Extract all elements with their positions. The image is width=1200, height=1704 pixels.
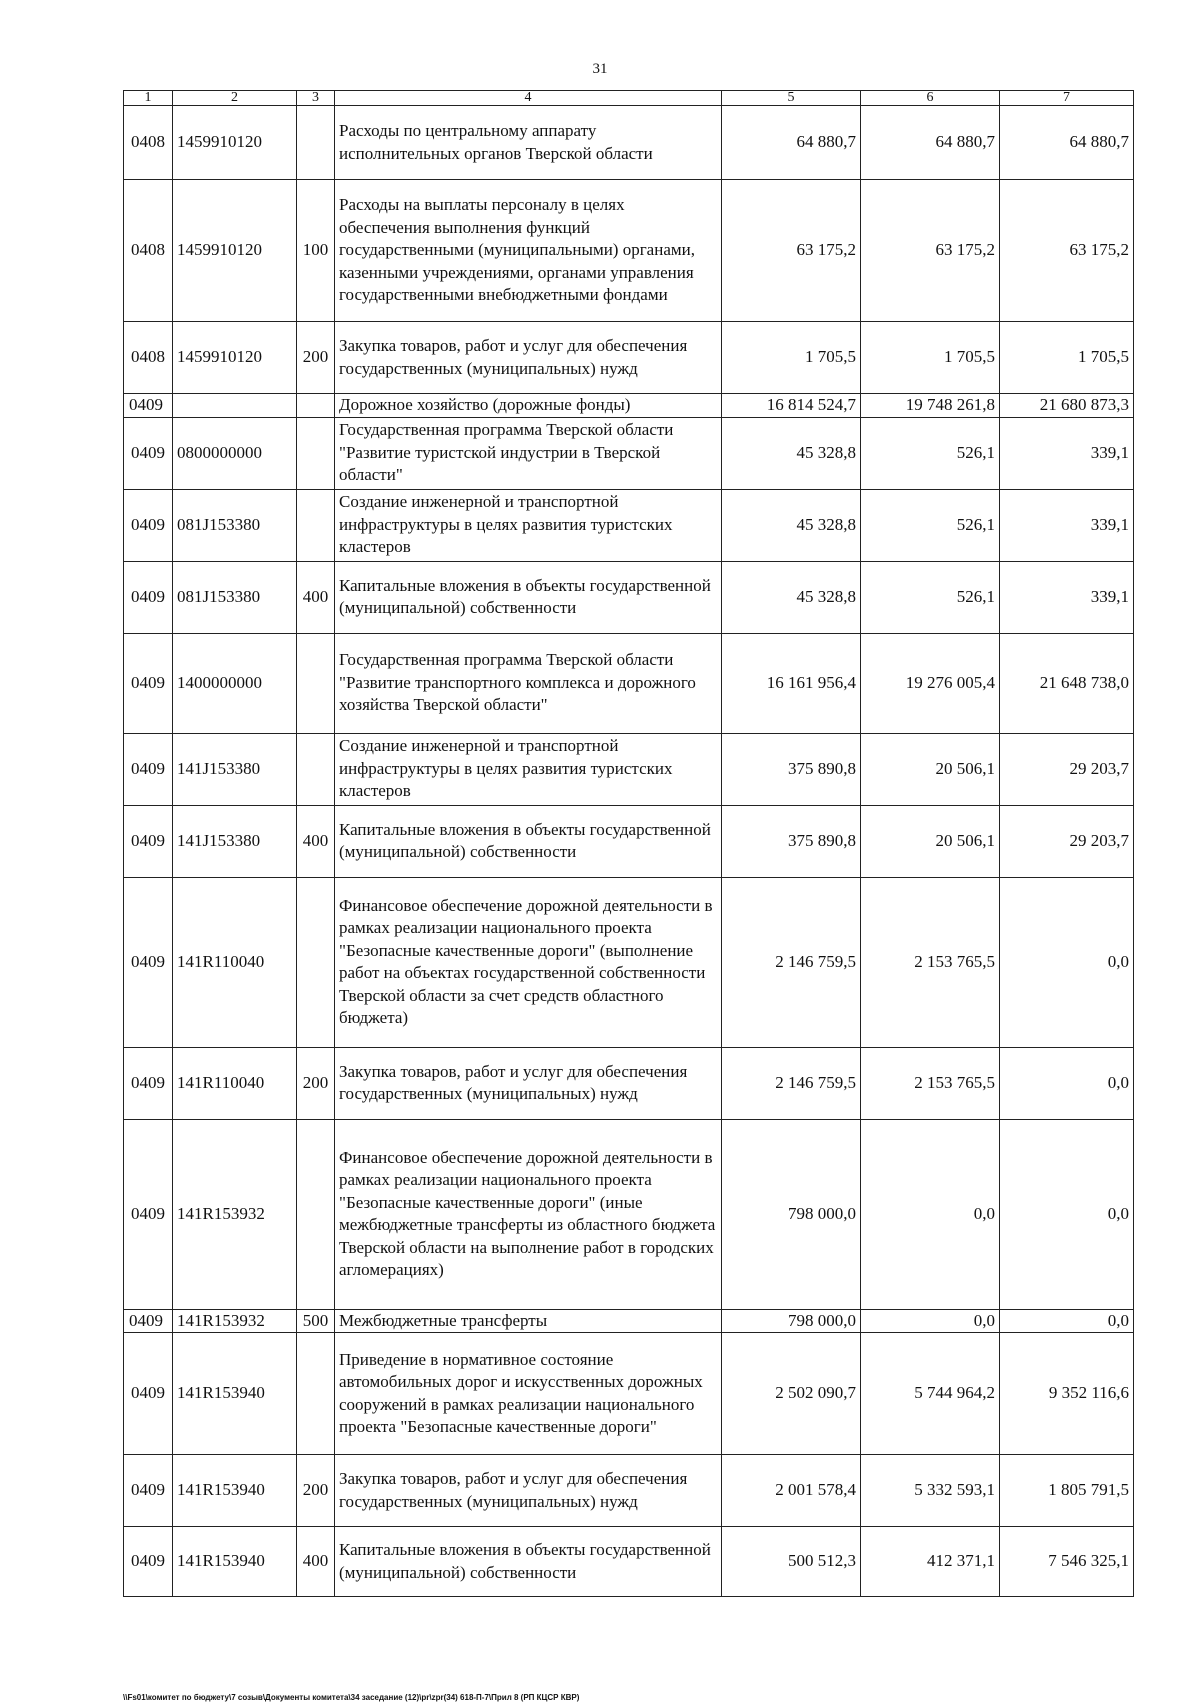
header-col-3: 3 (297, 91, 335, 106)
amount-col-7: 9 352 116,6 (1000, 1333, 1134, 1455)
amount-col-7: 21 680 873,3 (1000, 394, 1134, 418)
section-code: 0409 (124, 1119, 173, 1309)
table-row (124, 1119, 1134, 1309)
section-code: 0409 (124, 733, 173, 805)
target-code: 141R153932 (173, 1119, 297, 1309)
header-col-5: 5 (722, 91, 861, 106)
header-col-4: 4 (335, 91, 722, 106)
target-code: 1459910120 (173, 106, 297, 180)
target-code: 1459910120 (173, 180, 297, 322)
section-code: 0409 (124, 417, 173, 489)
section-code: 0408 (124, 180, 173, 322)
amount-col-5: 2 146 759,5 (722, 1047, 861, 1119)
expense-type-code (297, 394, 335, 418)
description: Государственная программа Тверской области "Развитие транспортного комплекса и дорожного хозяйства Тверской области" (335, 633, 722, 733)
amount-col-5: 45 328,8 (722, 489, 861, 561)
header-col-1: 1 (124, 91, 173, 106)
amount-col-5: 375 890,8 (722, 805, 861, 877)
description: Капитальные вложения в объекты государственной (муниципальной) собственности (335, 1527, 722, 1597)
amount-col-6: 63 175,2 (861, 180, 1000, 322)
expense-type-code (297, 1333, 335, 1455)
amount-col-5: 2 502 090,7 (722, 1333, 861, 1455)
description: Дорожное хозяйство (дорожные фонды) (335, 394, 722, 418)
amount-col-7: 21 648 738,0 (1000, 633, 1134, 733)
amount-col-5: 1 705,5 (722, 322, 861, 394)
description: Создание инженерной и транспортной инфраструктуры в целях развития туристских кластеров (335, 489, 722, 561)
page-number: 31 (592, 61, 608, 77)
target-code: 141R153932 (173, 1309, 297, 1333)
amount-col-5: 16 814 524,7 (722, 394, 861, 418)
description: Закупка товаров, работ и услуг для обеспечения государственных (муниципальных) нужд (335, 1047, 722, 1119)
header-col-2: 2 (173, 91, 297, 106)
amount-col-6: 64 880,7 (861, 106, 1000, 180)
table-row (124, 1455, 1134, 1527)
amount-col-6: 526,1 (861, 561, 1000, 633)
amount-col-7: 339,1 (1000, 489, 1134, 561)
description: Финансовое обеспечение дорожной деятельности в рамках реализации национального проекта "Безопасные качественные дороги" (выполнение работ на объектах государственной собственности Тверской области за счет средств областного бюджета) (335, 877, 722, 1047)
description: Государственная программа Тверской области "Развитие туристской индустрии в Тверской области" (335, 417, 722, 489)
expense-type-code (297, 489, 335, 561)
expense-type-code: 400 (297, 561, 335, 633)
amount-col-6: 526,1 (861, 489, 1000, 561)
section-code: 0409 (124, 877, 173, 1047)
section-code: 0408 (124, 106, 173, 180)
table-row (124, 561, 1134, 633)
amount-col-5: 63 175,2 (722, 180, 861, 322)
target-code: 1400000000 (173, 633, 297, 733)
expense-type-code (297, 106, 335, 180)
amount-col-5: 2 146 759,5 (722, 877, 861, 1047)
section-code: 0409 (124, 561, 173, 633)
amount-col-6: 5 332 593,1 (861, 1455, 1000, 1527)
amount-col-7: 339,1 (1000, 561, 1134, 633)
expense-type-code: 200 (297, 322, 335, 394)
amount-col-6: 2 153 765,5 (861, 1047, 1000, 1119)
table-row (124, 1047, 1134, 1119)
target-code: 141R153940 (173, 1527, 297, 1597)
amount-col-6: 526,1 (861, 417, 1000, 489)
expense-type-code: 500 (297, 1309, 335, 1333)
description: Межбюджетные трансферты (335, 1309, 722, 1333)
table-row (124, 489, 1134, 561)
amount-col-6: 0,0 (861, 1309, 1000, 1333)
table-row (124, 1333, 1134, 1455)
expense-type-code: 400 (297, 805, 335, 877)
table-row (124, 394, 1134, 418)
file-path-footer: \\Fs01\комитет по бюджету\7 созыв\Документы комитета\34 заседание (12)\pr\zpr(34) 618-П-7\Прил 8 (РП КЦСР КВР) (123, 1693, 580, 1702)
section-code: 0409 (124, 489, 173, 561)
target-code (173, 394, 297, 418)
target-code: 141R153940 (173, 1455, 297, 1527)
amount-col-5: 2 001 578,4 (722, 1455, 861, 1527)
amount-col-6: 5 744 964,2 (861, 1333, 1000, 1455)
description: Закупка товаров, работ и услуг для обеспечения государственных (муниципальных) нужд (335, 1455, 722, 1527)
amount-col-6: 412 371,1 (861, 1527, 1000, 1597)
description: Финансовое обеспечение дорожной деятельности в рамках реализации национального проекта "Безопасные качественные дороги" (иные межбюджетные трансферты из областного бюджета Тверской области на выполнение работ в городских агломерациях) (335, 1119, 722, 1309)
amount-col-7: 0,0 (1000, 1119, 1134, 1309)
table-row (124, 805, 1134, 877)
target-code: 141R153940 (173, 1333, 297, 1455)
amount-col-7: 0,0 (1000, 1309, 1134, 1333)
header-col-6: 6 (861, 91, 1000, 106)
amount-col-6: 2 153 765,5 (861, 877, 1000, 1047)
table-row (124, 106, 1134, 180)
description: Закупка товаров, работ и услуг для обеспечения государственных (муниципальных) нужд (335, 322, 722, 394)
expense-type-code: 200 (297, 1455, 335, 1527)
amount-col-7: 1 705,5 (1000, 322, 1134, 394)
expense-type-code (297, 1119, 335, 1309)
table-row (124, 633, 1134, 733)
header-row (124, 91, 1134, 106)
amount-col-5: 45 328,8 (722, 417, 861, 489)
amount-col-7: 29 203,7 (1000, 733, 1134, 805)
amount-col-6: 19 748 261,8 (861, 394, 1000, 418)
amount-col-5: 500 512,3 (722, 1527, 861, 1597)
amount-col-6: 1 705,5 (861, 322, 1000, 394)
expense-type-code (297, 633, 335, 733)
section-code: 0409 (124, 1047, 173, 1119)
expense-type-code: 200 (297, 1047, 335, 1119)
amount-col-5: 16 161 956,4 (722, 633, 861, 733)
amount-col-7: 29 203,7 (1000, 805, 1134, 877)
section-code: 0409 (124, 1333, 173, 1455)
expense-type-code: 100 (297, 180, 335, 322)
section-code: 0409 (124, 633, 173, 733)
target-code: 081J153380 (173, 561, 297, 633)
amount-col-5: 798 000,0 (722, 1119, 861, 1309)
amount-col-7: 0,0 (1000, 877, 1134, 1047)
amount-col-6: 20 506,1 (861, 733, 1000, 805)
expense-type-code (297, 877, 335, 1047)
table-row (124, 1309, 1134, 1333)
target-code: 141R110040 (173, 1047, 297, 1119)
description: Капитальные вложения в объекты государственной (муниципальной) собственности (335, 805, 722, 877)
expense-type-code (297, 417, 335, 489)
table-row (124, 180, 1134, 322)
description: Создание инженерной и транспортной инфраструктуры в целях развития туристских кластеров (335, 733, 722, 805)
table-row (124, 877, 1134, 1047)
target-code: 141J153380 (173, 805, 297, 877)
amount-col-5: 45 328,8 (722, 561, 861, 633)
section-code: 0409 (124, 394, 173, 418)
header-col-7: 7 (1000, 91, 1134, 106)
amount-col-5: 798 000,0 (722, 1309, 861, 1333)
target-code: 0800000000 (173, 417, 297, 489)
section-code: 0409 (124, 1309, 173, 1333)
amount-col-5: 64 880,7 (722, 106, 861, 180)
expense-type-code: 400 (297, 1527, 335, 1597)
description: Расходы на выплаты персоналу в целях обеспечения выполнения функций государственными (муниципальными) органами, казенными учреждениями, органами управления государственными внебюджетными фондами (335, 180, 722, 322)
table-row (124, 1527, 1134, 1597)
amount-col-7: 64 880,7 (1000, 106, 1134, 180)
amount-col-6: 0,0 (861, 1119, 1000, 1309)
description: Расходы по центральному аппарату исполнительных органов Тверской области (335, 106, 722, 180)
section-code: 0409 (124, 1455, 173, 1527)
table-row (124, 733, 1134, 805)
budget-table (123, 90, 1134, 1597)
expense-type-code (297, 733, 335, 805)
amount-col-7: 0,0 (1000, 1047, 1134, 1119)
target-code: 1459910120 (173, 322, 297, 394)
amount-col-7: 7 546 325,1 (1000, 1527, 1134, 1597)
amount-col-7: 63 175,2 (1000, 180, 1134, 322)
target-code: 141R110040 (173, 877, 297, 1047)
amount-col-6: 19 276 005,4 (861, 633, 1000, 733)
section-code: 0409 (124, 805, 173, 877)
table-row (124, 417, 1134, 489)
target-code: 081J153380 (173, 489, 297, 561)
amount-col-7: 339,1 (1000, 417, 1134, 489)
description: Приведение в нормативное состояние автомобильных дорог и искусственных дорожных сооружений в рамках реализации национального проекта "Безопасные качественные дороги" (335, 1333, 722, 1455)
amount-col-7: 1 805 791,5 (1000, 1455, 1134, 1527)
description: Капитальные вложения в объекты государственной (муниципальной) собственности (335, 561, 722, 633)
amount-col-6: 20 506,1 (861, 805, 1000, 877)
section-code: 0408 (124, 322, 173, 394)
amount-col-5: 375 890,8 (722, 733, 861, 805)
section-code: 0409 (124, 1527, 173, 1597)
table-row (124, 322, 1134, 394)
target-code: 141J153380 (173, 733, 297, 805)
